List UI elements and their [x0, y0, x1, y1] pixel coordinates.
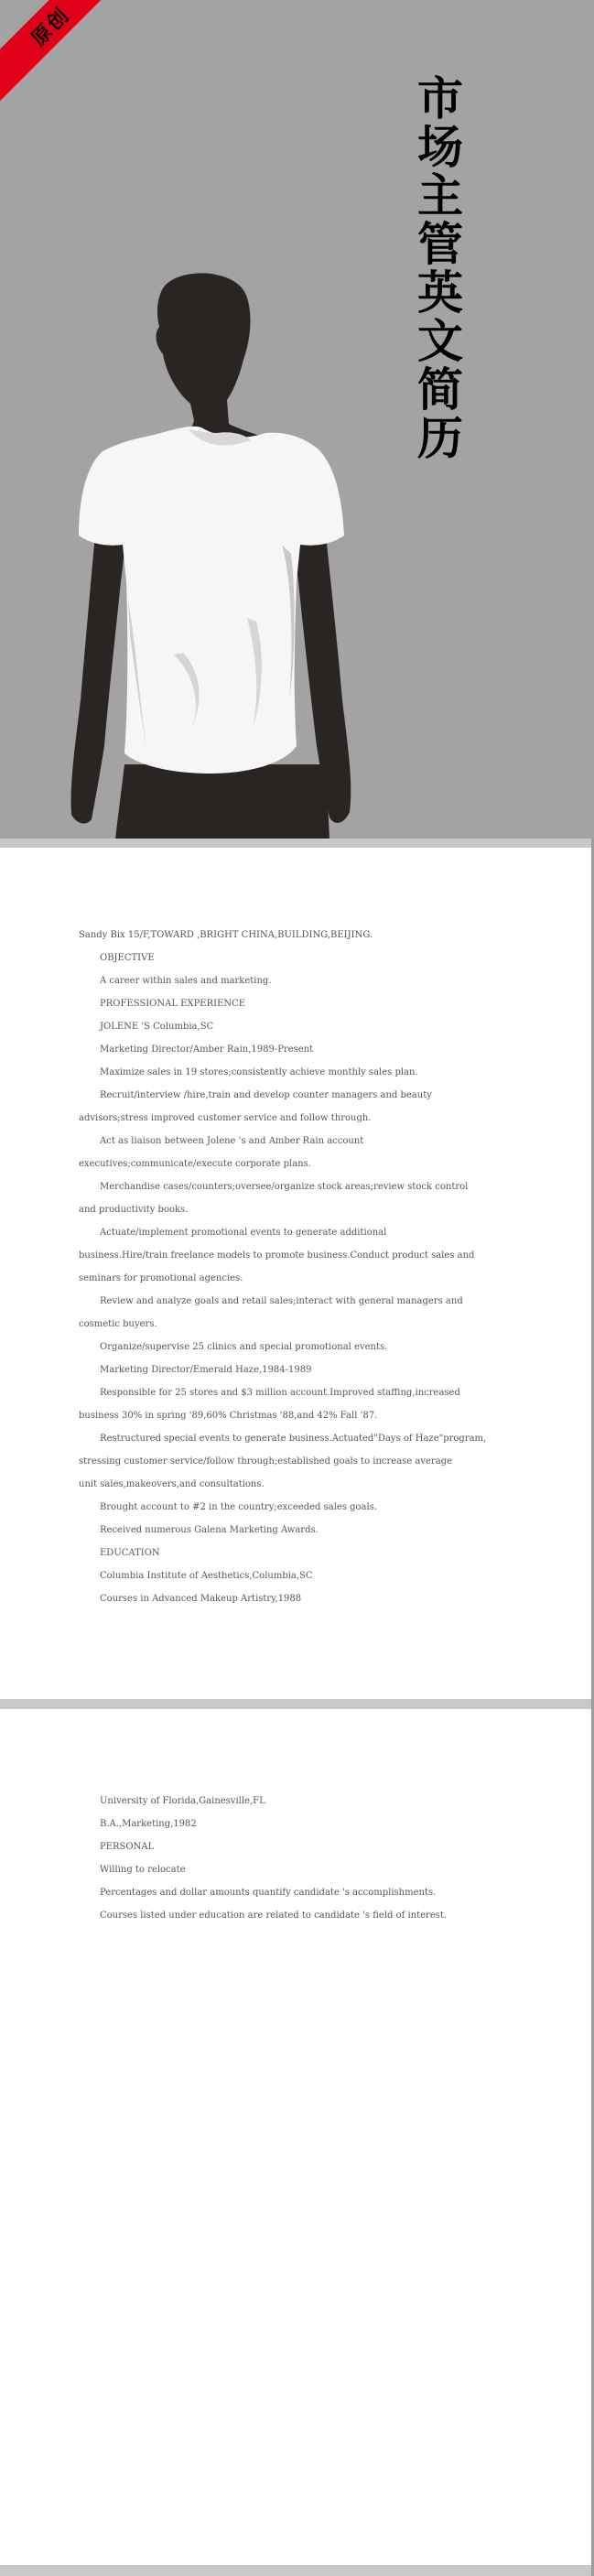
resume-page-1 — [0, 848, 591, 1699]
section-heading: PERSONAL — [100, 1842, 155, 1852]
resume-line: Percentages and dollar amounts quantify candidate 's accomplishments. — [100, 1888, 437, 1898]
resume-line: Received numerous Galena Marketing Awards. — [100, 1525, 319, 1535]
resume-line: Organize/supervise 25 clinics and special promotional events. — [100, 1342, 388, 1352]
title-char: 简 — [417, 363, 463, 417]
resume-line: Columbia Institute of Aesthetics,Columbia,SC — [100, 1571, 313, 1581]
resume-line: A career within sales and marketing. — [100, 976, 272, 986]
resume-line: Act as liaison between Jolene 's and Amber Rain account — [100, 1136, 364, 1146]
legs — [115, 764, 329, 839]
resume-line: Marketing Director/Emerald Haze,1984-1989 — [100, 1365, 312, 1375]
resume-line: Brought account to #2 in the country;exceeded sales goals. — [100, 1502, 378, 1512]
badge-label: 原创 — [27, 3, 75, 51]
resume-line: Actuate/implement promotional events to generate additional — [100, 1228, 387, 1238]
title-char: 主 — [417, 169, 463, 222]
resume-line: cosmetic buyers. — [79, 1319, 157, 1329]
cover-page — [0, 0, 594, 839]
resume-line: Recruit/interview /hire,train and develop counter managers and beauty — [100, 1090, 432, 1100]
resume-line: Willing to relocate — [100, 1865, 186, 1875]
resume-line: stressing customer service/follow through;established goals to increase average — [79, 1456, 452, 1467]
resume-line: Maximize sales in 19 stores;consistently achieve monthly sales plan. — [100, 1067, 418, 1077]
person-silhouette-illustration — [64, 270, 394, 839]
title-char: 场 — [417, 121, 463, 174]
title-char: 管 — [417, 218, 463, 271]
resume-header: Sandy Bix 15/F,TOWARD ,BRIGHT CHINA,BUILDING,BEIJING. — [79, 930, 373, 940]
resume-line: Courses in Advanced Makeup Artistry,1988 — [100, 1594, 302, 1604]
resume-line: Review and analyze goals and retail sales;interact with general managers and — [100, 1296, 463, 1306]
section-heading: OBJECTIVE — [100, 953, 155, 963]
resume-line: JOLENE 'S Columbia,SC — [100, 1022, 214, 1032]
resume-line: business 30% in spring '89,60% Christmas '88,and 42% Fall '87. — [79, 1411, 378, 1421]
resume-line: Responsible for 25 stores and $3 million account.Improved staffing,increased — [100, 1388, 460, 1398]
resume-line: executives;communicate/execute corporate plans. — [79, 1159, 311, 1169]
resume-line: B.A.,Marketing,1982 — [100, 1819, 197, 1829]
title-char: 市 — [417, 72, 463, 125]
resume-page-2 — [0, 1709, 591, 2565]
resume-line: Merchandise cases/counters;oversee/organize stock areas;review stock control — [100, 1182, 469, 1192]
resume-line: advisors;stress improved customer service and follow through. — [79, 1113, 372, 1123]
cover-title — [417, 72, 463, 465]
original-badge — [0, 0, 127, 103]
head-silhouette — [157, 273, 275, 444]
section-heading: PROFESSIONAL EXPERIENCE — [100, 999, 246, 1009]
title-char: 英 — [417, 266, 463, 319]
title-char: 历 — [417, 412, 463, 465]
resume-line: and productivity books. — [79, 1205, 189, 1215]
section-heading: EDUCATION — [100, 1548, 160, 1558]
resume-line: University of Florida,Gainesville,FL — [100, 1796, 265, 1806]
resume-line: Courses listed under education are related to candidate 's field of interest. — [100, 1910, 448, 1921]
resume-line: seminars for promotional agencies. — [79, 1273, 243, 1283]
resume-line: Restructured special events to generate business.Actuated"Days of Haze"program, — [100, 1434, 487, 1444]
resume-line: business.Hire/train freelance models to promote business.Conduct product sales and — [79, 1250, 475, 1261]
resume-line: unit sales,makeovers,and consultations. — [79, 1479, 265, 1489]
resume-line: Marketing Director/Amber Rain,1989-Present — [100, 1044, 314, 1055]
title-char: 文 — [417, 315, 463, 368]
left-arm — [71, 515, 125, 824]
